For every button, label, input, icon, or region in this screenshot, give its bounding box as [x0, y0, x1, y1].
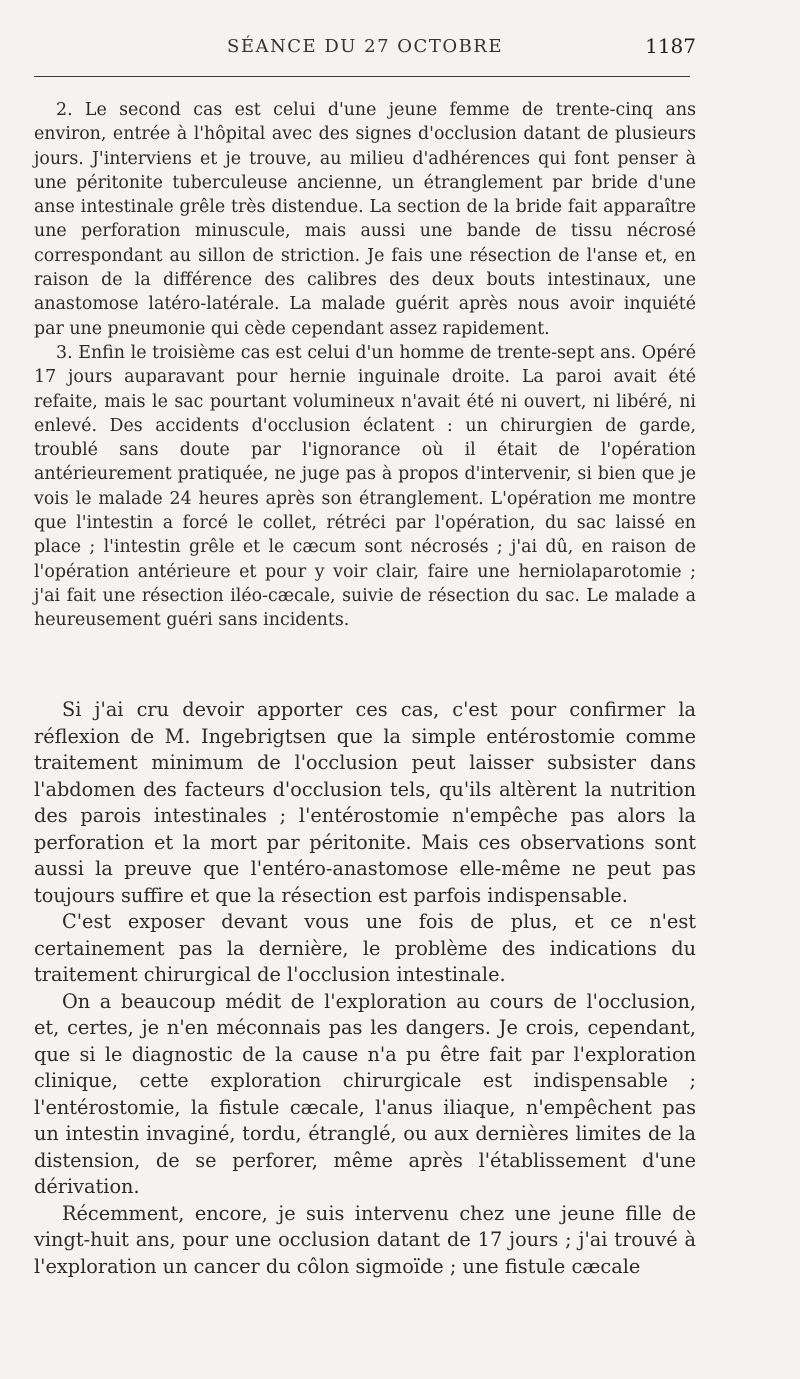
discussion-paragraph-3: On a beaucoup médit de l'exploration au cours de l'occlusion, et, certes, je n'en méconnais pas les dangers. Je crois, cependant, que si le diagnostic de la cause n'a pu être fait par l'exploration clinique, cette exploration chirurgicale est indispensable ; l'entérostomie, la fistule cæcale, l'anus iliaque, n'empêchent pas un intestin invaginé, tordu, étranglé, ou aux dernières limites de la distension, de se perforer, même après l'établissement d'une dérivation.	[34, 989, 696, 1198]
running-title: SÉANCE DU 27 OCTOBRE	[226, 36, 503, 57]
case-3-paragraph: 3. Enfin le troisième cas est celui d'un homme de trente-sept ans. Opéré 17 jours auparavant pour hernie inguinale droite. La paroi avait été refaite, mais le sac pourtant volumineux n'avait été ni ouvert, ni libéré, ni enlevé. Des accidents d'occlusion éclatent : un chirurgien de garde, troublé sans doute par l'ignorance où il était de l'opération antérieurement pratiquée, ne juge pas à propos d'intervenir, si bien que je vois le malade 24 heures après son étranglement. L'opération me montre que l'intestin a forcé le collet, rétréci par l'opération, du sac laissé en place ; l'intestin grêle et le cæcum sont nécrosés ; j'ai dû, en raison de l'opération antérieure et pour y voir clair, faire une herniolaparotomie ; j'ai fait une résection iléo-cæcale, suivie de résection du sac. Le malade a heureusement guéri sans incidents.	[34, 342, 696, 631]
case-2-paragraph: 2. Le second cas est celui d'une jeune femme de trente-cinq ans environ, entrée à l'hôpital avec des signes d'occlusion datant de plusieurs jours. J'interviens et je trouve, au milieu d'adhérences qui font penser à une péritonite tuberculeuse ancienne, un étranglement par bride d'une anse intestinale grêle très distendue. La section de la bride fait apparaître une perforation minuscule, mais aussi une bande de tissu nécrosé correspondant au sillon de striction. Je fais une résection de l'anse et, en raison de la différence des calibres des deux bouts intestinaux, une anastomose latéro-latérale. La malade guérit après nous avoir inquiété par une pneumonie qui cède cependant assez rapidement.	[34, 100, 696, 339]
page-header	[34, 36, 696, 60]
discussion-paragraph-4: Récemment, encore, je suis intervenu chez une jeune fille de vingt-huit ans, pour une occlusion datant de 17 jours ; j'ai trouvé à l'exploration un cancer du côlon sigmoïde ; une fistule cæcale	[34, 1201, 696, 1278]
page-number: 1187	[645, 34, 696, 58]
discussion-paragraph-1: Si j'ai cru devoir apporter ces cas, c'est pour confirmer la réflexion de M. Ingebrigtsen que la simple entérostomie comme traitement minimum de l'occlusion peut laisser subsister dans l'abdomen des facteurs d'occlusion tels, qu'ils altèrent la nutrition des parois intestinales ; l'entérostomie n'empêche pas alors la perforation et la mort par péritonite. Mais ces observations sont aussi la preuve que l'entéro-anastomose elle-même ne peut pas toujours suffire et que la résection est parfois indispensable.	[34, 698, 696, 907]
case-reports-block	[34, 98, 696, 633]
header-rule	[34, 76, 690, 77]
discussion-paragraph-2: C'est exposer devant vous une fois de plus, et ce n'est certainement pas la dernière, le problème des indications du traitement chirurgical de l'occlusion intestinale.	[34, 910, 696, 986]
discussion-block	[34, 697, 696, 1280]
